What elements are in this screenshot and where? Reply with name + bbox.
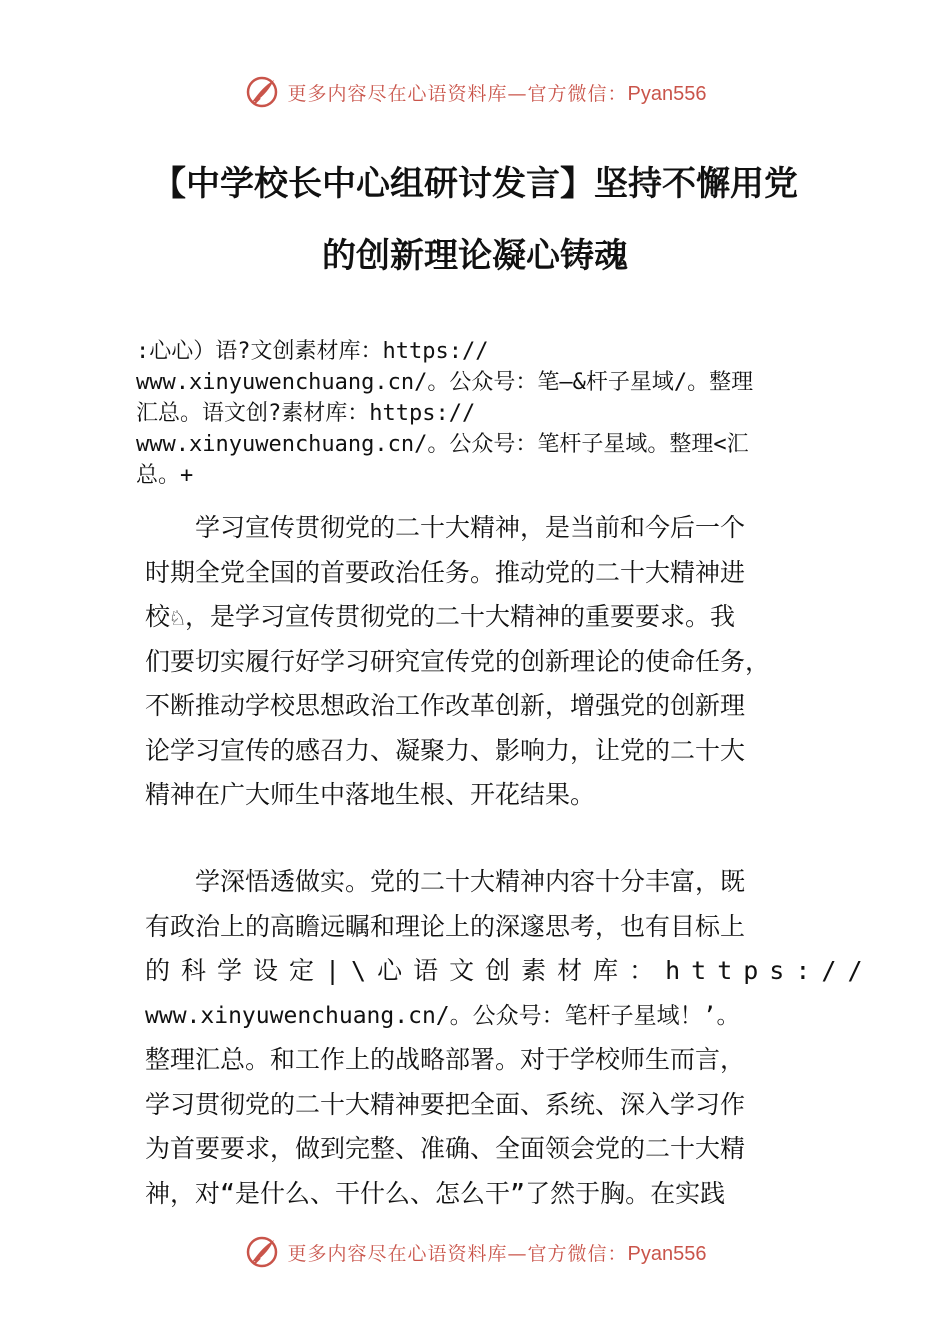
source-note-line: 汇总。语文创?素材库：https:// (136, 401, 476, 426)
paragraph-line: 们要切实履行好学习研究宣传党的创新理论的使命任务， (145, 646, 771, 676)
paragraph-line: 学习贯彻党的二十大精神要把全面、系统、深入学习作 (145, 1089, 746, 1119)
paragraph-line: 神，对“是什么、干什么、怎么干”了然于胸。在实践 (145, 1178, 726, 1208)
source-note-line: 总。+ (136, 463, 194, 488)
footer-banner-text: 更多内容尽在心语资料库—官方微信：Pyan556 (287, 1242, 707, 1265)
paragraph-line: 有政治上的高瞻远瞩和理论上的深邃思考，也有目标上 (145, 911, 746, 941)
paragraph-line: 时期全党全国的首要政治任务。推动党的二十大精神进 (145, 557, 746, 587)
paragraph-line: 精神在广大师生中落地生根、开花结果。 (145, 780, 596, 809)
paragraph-line: 学深悟透做实。党的二十大精神内容十分丰富，既 (145, 867, 746, 896)
paragraph-line: 整理汇总。和工作上的战略部署。对于学校师生而言， (145, 1045, 746, 1074)
paragraph-line: 论学习宣传的感召力、凝聚力、影响力，让党的二十大 (145, 735, 746, 765)
quill-logo-icon (244, 74, 280, 110)
body-paragraph-2 (145, 860, 874, 1216)
paragraph-line: www.xinyuwenchuang.cn/。公众号：笔杆子星域！’。 (145, 1002, 740, 1029)
paragraph-line: 为首要要求，做到完整、准确、全面领会党的二十大精 (145, 1134, 746, 1163)
source-note-line: :心心）语?文创素材库：https:// (136, 339, 489, 364)
source-note (136, 336, 856, 491)
document-title-line2: 的创新理论凝心铸魂 (322, 236, 628, 276)
header-watermark-banner (0, 72, 950, 112)
footer-wechat-id: Pyan556 (627, 1242, 707, 1265)
paragraph-line: 的科学设定|\心语文创素材库：https:// (145, 956, 874, 985)
source-note-line: www.xinyuwenchuang.cn/。公众号：笔杆子星域。整理<汇 (136, 432, 749, 457)
quill-logo-icon (244, 1234, 280, 1270)
body-paragraph-1 (145, 506, 825, 818)
document-title-line1: 【中学校长中心组研讨发言】坚持不懈用党 (152, 164, 798, 204)
paragraph-line: 学习宣传贯彻党的二十大精神，是当前和今后一个 (145, 513, 746, 542)
source-note-line: www.xinyuwenchuang.cn/。公众号：笔—&杆子星域/。整理 (136, 370, 754, 395)
header-banner-text: 更多内容尽在心语资料库—官方微信：Pyan556 (287, 82, 707, 105)
footer-watermark-banner (0, 1232, 950, 1272)
paragraph-line: 校♘，是学习宣传贯彻党的二十大精神的重要要求。我 (145, 602, 736, 631)
header-wechat-id: Pyan556 (627, 82, 707, 105)
paragraph-line: 不断推动学校思想政治工作改革创新，增强党的创新理 (145, 691, 746, 720)
